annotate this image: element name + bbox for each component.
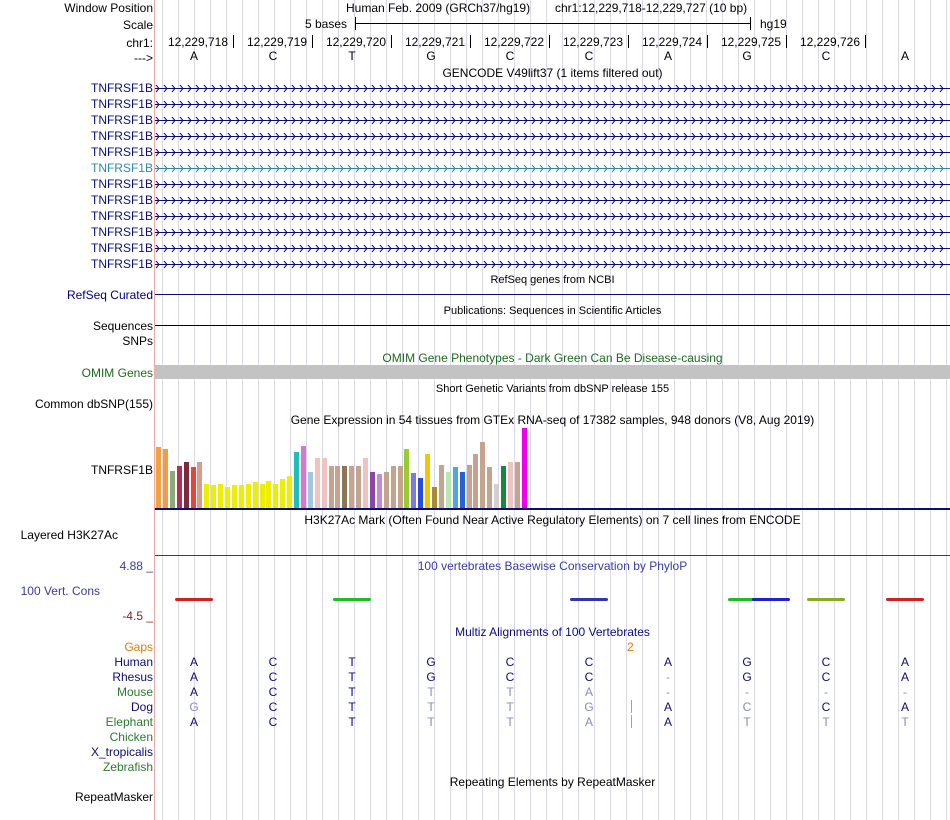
dbsnp-track-label[interactable]: Common dbSNP(155) (34, 397, 153, 411)
gtex-tissue-bar[interactable] (177, 466, 182, 508)
alignment-base: C (268, 685, 278, 699)
gencode-transcript-label[interactable]: TNFRSF1B (90, 193, 153, 207)
gtex-tissue-bar[interactable] (480, 442, 485, 508)
gencode-transcript[interactable] (155, 228, 950, 237)
phylop-score-mark (175, 598, 213, 601)
gtex-tissue-bar[interactable] (411, 473, 416, 508)
base-letter: C (584, 49, 594, 63)
repeatmasker-track-label[interactable]: RepeatMasker (74, 790, 153, 804)
base-letter: A (189, 49, 198, 63)
coord-label: 12,229,718 (167, 35, 228, 49)
alignment-base: T (348, 685, 356, 699)
gencode-transcript[interactable] (155, 116, 950, 125)
scale-bar-left-tick (355, 17, 356, 30)
alignment-base: C (268, 715, 278, 729)
scale-label: Scale (122, 18, 153, 32)
base-letter: G (742, 49, 752, 63)
alignment-base: C (821, 700, 831, 714)
gencode-transcript[interactable] (155, 244, 950, 253)
gencode-transcript-label[interactable]: TNFRSF1B (90, 97, 153, 111)
multiz-species-label[interactable]: Dog (130, 700, 153, 714)
alignment-base: T (348, 655, 356, 669)
alignment-base: A (584, 715, 593, 729)
alignment-base: C (268, 700, 278, 714)
scale-text: 5 bases (305, 17, 348, 31)
publications-track-title: Publications: Sequences in Scientific Articles (443, 305, 662, 317)
phylop-score-mark (886, 598, 924, 601)
gtex-tissue-bar[interactable] (273, 484, 278, 508)
gtex-tissue-bar[interactable] (349, 466, 354, 508)
multiz-species-label[interactable]: Elephant (105, 715, 153, 729)
gtex-tissue-bar[interactable] (191, 467, 196, 508)
refseq-track-title: RefSeq genes from NCBI (490, 274, 615, 286)
phylop-score-mark (570, 598, 608, 601)
phylop-min-value: -4.5 _ (122, 609, 153, 623)
phylop-max-value: 4.88 _ (119, 559, 153, 573)
gencode-transcript[interactable] (155, 212, 950, 221)
multiz-track-title: Multiz Alignments of 100 Vertebrates (455, 625, 650, 639)
coord-label: 12,229,726 (799, 35, 860, 49)
repeatmasker-track-title: Repeating Elements by RepeatMasker (449, 775, 656, 789)
coord-label: 12,229,724 (641, 35, 702, 49)
gtex-tissue-bar[interactable] (308, 472, 313, 508)
gtex-tissue-bar[interactable] (342, 466, 347, 508)
alignment-base: A (189, 685, 198, 699)
assembly-title: Human Feb. 2009 (GRCh37/hg19) (346, 1, 531, 15)
alignment-base: C (584, 670, 594, 684)
alignment-base: C (505, 670, 515, 684)
gtex-tissue-bar[interactable] (404, 449, 409, 508)
gtex-tissue-bar[interactable] (246, 484, 251, 508)
gtex-tissue-bar[interactable] (218, 484, 223, 508)
coord-label: 12,229,723 (562, 35, 623, 49)
alignment-base: A (189, 715, 198, 729)
alignment-base: T (427, 700, 435, 714)
gtex-tissue-bar[interactable] (432, 487, 437, 508)
base-letter: C (821, 49, 831, 63)
gencode-transcript[interactable] (155, 164, 950, 173)
alignment-base: G (426, 655, 436, 669)
coord-label: 12,229,722 (483, 35, 544, 49)
gtex-tissue-bar[interactable] (391, 466, 396, 508)
gtex-tissue-bar[interactable] (356, 466, 361, 508)
alignment-base: T (506, 715, 514, 729)
alignment-base: T (348, 670, 356, 684)
gtex-tissue-bar[interactable] (197, 462, 202, 508)
gencode-transcript[interactable] (155, 148, 950, 157)
gtex-tissue-bar[interactable] (494, 484, 499, 508)
alignment-base: - (666, 670, 670, 684)
coord-tick (233, 35, 234, 48)
alignment-base: A (900, 700, 909, 714)
gencode-transcript-label[interactable]: TNFRSF1B (90, 257, 153, 271)
gtex-tissue-bar[interactable] (418, 478, 423, 508)
gtex-tissue-bar[interactable] (508, 462, 513, 508)
alignment-base: A (663, 655, 672, 669)
phylop-track-label[interactable]: 100 Vert. Cons (20, 584, 100, 598)
alignment-base: A (189, 670, 198, 684)
gencode-transcript-label[interactable]: TNFRSF1B (90, 241, 153, 255)
gtex-tissue-bar[interactable] (439, 465, 444, 508)
gap-count: 2 (627, 640, 634, 654)
h3k27ac-track-title: H3K27Ac Mark (Often Found Near Active Regulatory Elements) on 7 cell lines from ENCODE (304, 513, 801, 527)
alignment-base: C (584, 655, 594, 669)
gtex-tissue-bar[interactable] (473, 454, 478, 508)
alignment-base: A (663, 715, 672, 729)
gencode-transcript[interactable] (155, 84, 950, 93)
gtex-tissue-bar[interactable] (184, 462, 189, 508)
gtex-track-label[interactable]: TNFRSF1B (90, 463, 153, 477)
omim-gene-bar[interactable] (155, 365, 950, 379)
alignment-base: T (506, 685, 514, 699)
gtex-tissue-bar[interactable] (163, 449, 168, 508)
gtex-tissue-bar[interactable] (363, 458, 368, 508)
alignment-base: - (666, 685, 670, 699)
gencode-transcript-label[interactable]: TNFRSF1B (90, 129, 153, 143)
alignment-base: T (506, 700, 514, 714)
alignment-base: C (742, 700, 752, 714)
chrom-label: chr1: (126, 36, 153, 50)
gtex-tissue-bar[interactable] (253, 482, 258, 508)
alignment-base: T (743, 715, 751, 729)
alignment-base: G (584, 700, 594, 714)
coord-tick (549, 35, 550, 48)
gtex-tissue-bar[interactable] (232, 485, 237, 508)
alignment-base: G (742, 670, 752, 684)
window-position-label: Window Position (64, 1, 153, 15)
gtex-tissue-bar[interactable] (384, 472, 389, 508)
gtex-tissue-bar[interactable] (501, 466, 506, 508)
alignment-base: T (901, 715, 909, 729)
gtex-tissue-bar[interactable] (211, 485, 216, 508)
gtex-tissue-bar[interactable] (335, 466, 340, 508)
alignment-base: T (822, 715, 830, 729)
gtex-tissue-bar[interactable] (225, 487, 230, 508)
alignment-base: T (427, 715, 435, 729)
position-text: chr1:12,229,718-12,229,727 (10 bp) (555, 1, 748, 15)
h3k27ac-track-label[interactable]: Layered H3K27Ac (20, 528, 118, 542)
alignment-base: T (427, 685, 435, 699)
gencode-transcript[interactable] (155, 132, 950, 141)
gtex-tissue-bar[interactable] (487, 467, 492, 508)
gaps-label: Gaps (124, 640, 153, 654)
gencode-transcript-label[interactable]: TNFRSF1B (90, 225, 153, 239)
multiz-species-label[interactable]: Rhesus (112, 670, 153, 684)
gtex-tissue-bar[interactable] (280, 479, 285, 508)
gencode-transcript-label[interactable]: TNFRSF1B (90, 145, 153, 159)
gtex-tissue-bar[interactable] (453, 467, 458, 508)
alignment-base: A (900, 670, 909, 684)
strand-label: ---> (134, 51, 153, 65)
gtex-tissue-bar[interactable] (467, 465, 472, 508)
alignment-base: A (584, 685, 593, 699)
omim-track-title: OMIM Gene Phenotypes - Dark Green Can Be Disease-causing (382, 351, 723, 365)
phylop-score-mark (752, 598, 790, 601)
gtex-tissue-bar[interactable] (170, 471, 175, 508)
phylop-score-mark (807, 598, 845, 601)
gencode-transcript-label[interactable]: TNFRSF1B (90, 161, 153, 175)
alignment-base: C (268, 655, 278, 669)
gtex-tissue-bar[interactable] (239, 485, 244, 508)
gencode-transcript-label[interactable]: TNFRSF1B (90, 113, 153, 127)
alignment-base: G (189, 700, 199, 714)
gtex-tissue-bar[interactable] (329, 466, 334, 508)
gtex-tissue-bar[interactable] (425, 454, 430, 508)
sequences-line[interactable] (155, 325, 950, 326)
insertion-marker (631, 700, 632, 713)
gencode-track-title: GENCODE V49lift37 (1 items filtered out) (442, 66, 663, 80)
alignment-base: C (268, 670, 278, 684)
gtex-tissue-bar[interactable] (322, 458, 327, 508)
alignment-base: T (348, 715, 356, 729)
scale-bar (355, 23, 750, 24)
sequences-track-label[interactable]: Sequences (92, 319, 153, 333)
multiz-species-label[interactable]: Zebrafish (102, 760, 153, 774)
base-letter: A (663, 49, 672, 63)
insertion-marker (631, 715, 632, 728)
gencode-transcript[interactable] (155, 180, 950, 189)
omim-track-label[interactable]: OMIM Genes (81, 366, 153, 380)
gtex-tissue-bar[interactable] (294, 452, 299, 508)
gtex-tissue-bar[interactable] (370, 472, 375, 508)
alignment-base: A (663, 700, 672, 714)
alignment-base: A (900, 655, 909, 669)
coord-tick (312, 35, 313, 48)
alignment-base: A (189, 655, 198, 669)
gtex-tissue-bar[interactable] (515, 462, 520, 508)
gtex-tissue-bar[interactable] (266, 481, 271, 508)
gtex-tissue-bar[interactable] (260, 484, 265, 508)
refseq-gene-line[interactable] (155, 294, 950, 295)
gencode-transcript[interactable] (155, 100, 950, 109)
coord-label: 12,229,725 (720, 35, 781, 49)
gtex-tissue-bar[interactable] (301, 446, 306, 508)
alignment-base: G (426, 670, 436, 684)
gtex-tissue-bar[interactable] (287, 476, 292, 508)
coord-tick (707, 35, 708, 48)
alignment-base: C (821, 655, 831, 669)
gencode-transcript[interactable] (155, 196, 950, 205)
gtex-tissue-bar[interactable] (315, 458, 320, 508)
base-letter: T (348, 49, 356, 63)
multiz-species-label[interactable]: Chicken (109, 730, 153, 744)
gtex-tissue-bar[interactable] (446, 472, 451, 508)
alignment-base: - (903, 685, 907, 699)
phylop-track-title: 100 vertebrates Basewise Conservation by PhyloP (417, 559, 688, 573)
scale-bar-right-tick (750, 17, 751, 30)
gencode-transcript-label[interactable]: TNFRSF1B (90, 209, 153, 223)
snps-track-label[interactable]: SNPs (122, 334, 153, 348)
coord-tick (865, 35, 866, 48)
gtex-tissue-bar[interactable] (377, 474, 382, 508)
coord-tick (628, 35, 629, 48)
multiz-species-label[interactable]: Human (114, 655, 153, 669)
coord-tick (470, 35, 471, 48)
gtex-tissue-bar[interactable] (460, 472, 465, 508)
h3k27ac-baseline (155, 555, 950, 556)
base-letter: C (505, 49, 515, 63)
coord-label: 12,229,721 (404, 35, 465, 49)
base-letter: A (900, 49, 909, 63)
alignment-base: C (821, 670, 831, 684)
scale-db: hg19 (760, 17, 787, 31)
gtex-track-title: Gene Expression in 54 tissues from GTEx RNA-seq of 17382 samples, 948 donors (V8, Aug 2019) (290, 413, 815, 427)
gtex-tissue-bar[interactable] (204, 484, 209, 508)
gtex-tissue-bar[interactable] (398, 466, 403, 508)
multiz-species-label[interactable]: X_tropicalis (90, 745, 153, 759)
gtex-tissue-bar[interactable] (522, 428, 527, 508)
multiz-species-label[interactable]: Mouse (116, 685, 153, 699)
gtex-gene-line (155, 508, 950, 510)
alignment-base: G (742, 655, 752, 669)
alignment-base: C (505, 655, 515, 669)
coord-tick (391, 35, 392, 48)
alignment-base: - (745, 685, 749, 699)
coord-label: 12,229,719 (246, 35, 307, 49)
dbsnp-track-title: Short Genetic Variants from dbSNP release 155 (435, 383, 670, 395)
gtex-expression-chart[interactable] (155, 428, 950, 508)
alignment-base: - (824, 685, 828, 699)
base-letter: C (268, 49, 278, 63)
coord-label: 12,229,720 (325, 35, 386, 49)
gtex-tissue-bar[interactable] (156, 447, 161, 508)
phylop-score-mark (333, 598, 371, 601)
refseq-track-label[interactable]: RefSeq Curated (66, 288, 153, 302)
alignment-base: T (348, 700, 356, 714)
gencode-transcript[interactable] (155, 260, 950, 269)
gencode-transcript-label[interactable]: TNFRSF1B (90, 177, 153, 191)
gencode-transcript-label[interactable]: TNFRSF1B (90, 81, 153, 95)
base-letter: G (426, 49, 436, 63)
coord-tick (786, 35, 787, 48)
